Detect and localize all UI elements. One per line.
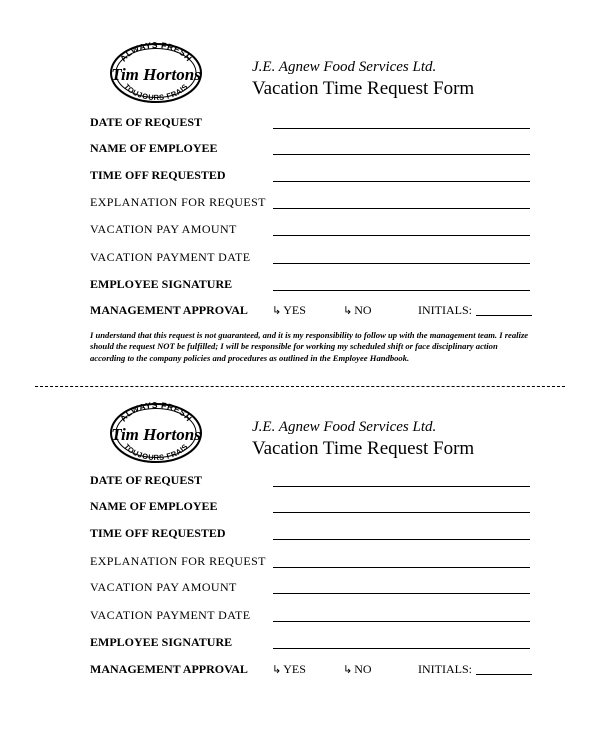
field-date-of-request — [90, 473, 530, 491]
field-time-off-requested — [90, 168, 530, 186]
svg-text:TOUJOURS FRAIS: TOUJOURS FRAIS — [122, 81, 190, 103]
return-arrow-icon: ↳ — [343, 663, 353, 676]
date-of-request-input-line[interactable] — [273, 128, 530, 129]
field-name-of-employee — [90, 141, 530, 159]
field-label: TIME OFF REQUESTED — [90, 168, 226, 182]
field-label: EXPLANATION FOR REQUEST — [90, 195, 266, 209]
field-label: VACATION PAYMENT DATE — [90, 250, 251, 264]
management-approval-label: MANAGEMENT APPROVAL — [90, 303, 248, 317]
svg-text:TOUJOURS FRAIS: TOUJOURS FRAIS — [122, 441, 190, 463]
svg-text:Tim Hortons: Tim Hortons — [111, 65, 201, 84]
field-label: VACATION PAYMENT DATE — [90, 608, 251, 622]
svg-text:ALWAYS FRESH: ALWAYS FRESH — [117, 40, 195, 64]
company-name: J.E. Agnew Food Services Ltd. — [252, 59, 437, 75]
name-of-employee-input-line[interactable] — [273, 154, 530, 155]
tim-hortons-logo — [108, 40, 204, 104]
no-label: NO — [354, 662, 372, 676]
explanation-input-line[interactable] — [273, 567, 530, 568]
explanation-input-line[interactable] — [273, 208, 530, 209]
tim-hortons-logo-graphic — [108, 40, 204, 104]
field-label: VACATION PAY AMOUNT — [90, 222, 237, 236]
cut-line-divider — [35, 386, 565, 387]
field-label: EMPLOYEE SIGNATURE — [90, 635, 233, 649]
svg-text:Tim Hortons: Tim Hortons — [111, 425, 201, 444]
field-label: NAME OF EMPLOYEE — [90, 141, 218, 155]
field-label: VACATION PAY AMOUNT — [90, 580, 237, 594]
initials-field — [418, 662, 532, 677]
management-approval-row — [90, 303, 530, 321]
employee-signature-input-line[interactable] — [273, 648, 530, 649]
no-label: NO — [354, 303, 372, 317]
field-label: DATE OF REQUEST — [90, 473, 203, 487]
initials-field — [418, 303, 532, 318]
field-vacation-pay-amount — [90, 580, 530, 598]
time-off-requested-input-line[interactable] — [273, 181, 530, 182]
return-arrow-icon: ↳ — [272, 304, 282, 317]
initials-input-line[interactable] — [476, 315, 532, 316]
time-off-requested-input-line[interactable] — [273, 539, 530, 540]
vacation-request-form-bottom — [0, 395, 600, 730]
field-vacation-pay-amount — [90, 222, 530, 240]
field-label: DATE OF REQUEST — [90, 115, 203, 129]
vacation-payment-date-input-line[interactable] — [273, 621, 530, 622]
disclaimer-text: I understand that this request is not guaranteed, and it is my responsibility to follow up with the management team. I realize should the request NOT be fulfilled; I will be responsible for working my scheduled shift or face disciplinary action according to the company policies and procedures as outlined in the Employee Handbook. — [90, 330, 529, 363]
field-vacation-payment-date — [90, 608, 530, 626]
name-of-employee-input-line[interactable] — [273, 512, 530, 513]
field-name-of-employee — [90, 499, 530, 517]
return-arrow-icon: ↳ — [343, 304, 353, 317]
initials-input-line[interactable] — [476, 674, 532, 675]
date-of-request-input-line[interactable] — [273, 486, 530, 487]
vacation-pay-amount-input-line[interactable] — [273, 593, 530, 594]
svg-text:ALWAYS FRESH: ALWAYS FRESH — [117, 400, 195, 424]
vacation-payment-date-input-line[interactable] — [273, 263, 530, 264]
yes-label: YES — [283, 662, 306, 676]
field-label: TIME OFF REQUESTED — [90, 526, 226, 540]
tim-hortons-logo-graphic — [108, 400, 204, 464]
company-name: J.E. Agnew Food Services Ltd. — [252, 419, 437, 435]
field-time-off-requested — [90, 526, 530, 544]
field-explanation-for-request — [90, 554, 530, 572]
approval-yes-option[interactable] — [272, 662, 306, 677]
field-explanation-for-request — [90, 195, 530, 213]
field-label: EXPLANATION FOR REQUEST — [90, 554, 266, 568]
field-label: NAME OF EMPLOYEE — [90, 499, 218, 513]
approval-no-option[interactable] — [343, 303, 372, 318]
field-date-of-request — [90, 115, 530, 133]
management-approval-row — [90, 662, 530, 680]
field-label: EMPLOYEE SIGNATURE — [90, 277, 233, 291]
initials-label: INITIALS: — [418, 303, 472, 317]
form-title: Vacation Time Request Form — [252, 438, 475, 459]
initials-label: INITIALS: — [418, 662, 472, 676]
approval-no-option[interactable] — [343, 662, 372, 677]
management-approval-label: MANAGEMENT APPROVAL — [90, 662, 248, 676]
form-title: Vacation Time Request Form — [252, 78, 475, 99]
field-employee-signature — [90, 635, 530, 653]
field-employee-signature — [90, 277, 530, 295]
return-arrow-icon: ↳ — [272, 663, 282, 676]
vacation-pay-amount-input-line[interactable] — [273, 235, 530, 236]
employee-signature-input-line[interactable] — [273, 290, 530, 291]
approval-yes-option[interactable] — [272, 303, 306, 318]
yes-label: YES — [283, 303, 306, 317]
tim-hortons-logo — [108, 400, 204, 464]
field-vacation-payment-date — [90, 250, 530, 268]
